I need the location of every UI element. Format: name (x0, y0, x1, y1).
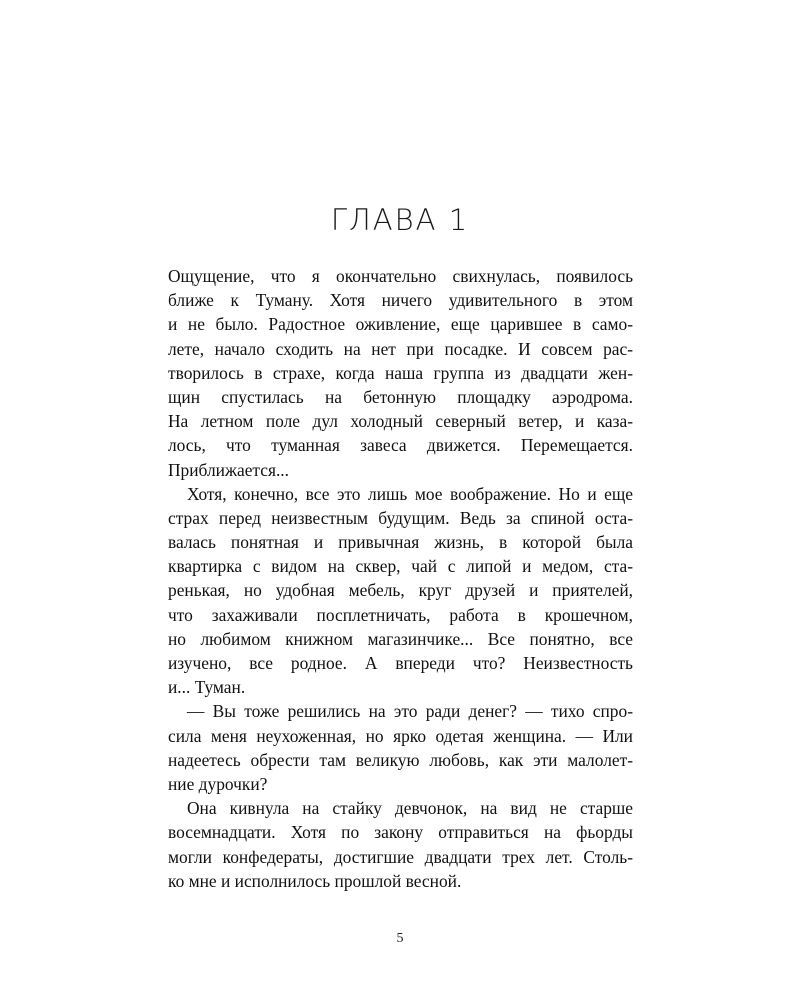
text-line: надеетесь обрести там великую любовь, как эти малолет- (168, 749, 633, 770)
text-line: Приближается... (168, 459, 289, 480)
text-line: ние дурочки? (168, 773, 268, 794)
text-line: но любимом книжном магазинчике... Все понятно, все (168, 628, 633, 649)
page-number: 5 (396, 931, 404, 946)
text-line: На летном поле дул холодный северный ветер, и каза- (168, 411, 633, 432)
text-line: Хотя, конечно, все это лишь мое воображение. Но и еще (187, 483, 633, 504)
text-line: щин спустилась на бетонную площадку аэродрома. (168, 386, 633, 407)
text-line: Ощущение, что я окончательно свихнулась, появилось (168, 266, 633, 286)
text-line: ренькая, но удобная мебель, круг друзей и приятелей, (168, 580, 633, 601)
text-line: лете, начало сходить на нет при посадке. И совсем рас- (168, 338, 633, 359)
text-line: восемнадцати. Хотя по закону отправиться на фьорды (168, 822, 633, 843)
text-line: квартирка с видом на сквер, чай с липой и медом, ста- (168, 556, 633, 577)
text-line: сила меня неухоженная, но ярко одетая женщина. — Или (168, 725, 633, 746)
text-line: лось, что туманная завеса движется. Перемещается. (168, 435, 633, 456)
chapter-title: ГЛАВА 1 (330, 203, 470, 237)
text-line: и... Туман. (168, 677, 246, 698)
text-line: ближе к Туману. Хотя ничего удивительного в этом (168, 290, 633, 311)
text-line: валась понятная и привычная жизнь, в которой была (168, 532, 633, 553)
text-line: творилось в страхе, когда наша группа из двадцати жен- (168, 362, 633, 383)
text-line: что захаживали посплетничать, работа в крошечном, (168, 604, 633, 625)
text-line: и не было. Радостное оживление, еще царившее в само- (168, 314, 633, 335)
chapter-text (168, 264, 633, 893)
text-line: Она кивнула на стайку девчонок, на вид не старше (187, 798, 633, 819)
text-line: страх перед неизвестным будущим. Ведь за спиной оста- (168, 507, 633, 528)
text-line: ко мне и исполнилось прошлой весной. (168, 870, 462, 891)
text-line: могли конфедераты, достигшие двадцати трех лет. Столь- (168, 846, 633, 867)
text-line: изучено, все родное. А впереди что? Неизвестность (168, 653, 633, 673)
text-line: — Вы тоже решились на это ради денег? — тихо спро- (187, 701, 633, 722)
